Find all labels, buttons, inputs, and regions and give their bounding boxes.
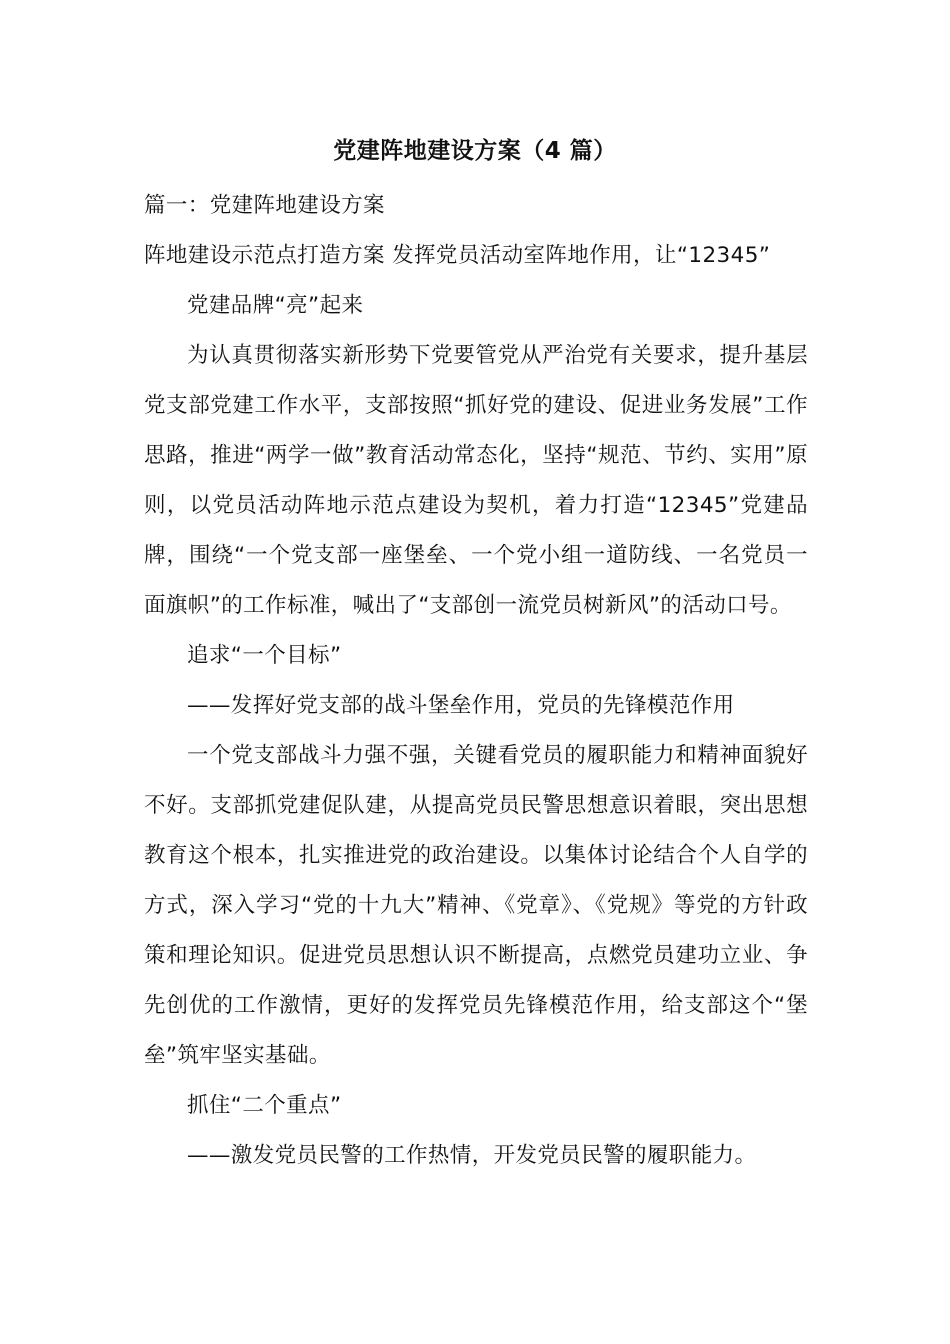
section-heading: 篇一：党建阵地建设方案: [144, 193, 385, 218]
document-title: 党建阵地建设方案（4 篇）: [333, 138, 617, 164]
document-body: [144, 181, 808, 1181]
intro-line-continued: 党建品牌“亮”起来: [187, 293, 364, 318]
paragraph-2: 一个党支部战斗力强不强，关键看党员的履职能力和精神面貌好不好。支部抓党建促队建，从提高党员民警思想意识着眼，突出思想教育这个根本，扎实推进党的政治建设。以集体讨论结合个人自学的方式，深入学习“党的十九大”精神、《党章》、《党规》等党的方针政策和理论知识。促进党员思想认识不断提高，点燃党员建功立业、争先创优的工作激情，更好的发挥党员先锋模范作用，给支部这个“堡垒”筑牢坚实基础。: [144, 743, 808, 1068]
paragraph-1: 为认真贯彻落实新形势下党要管党从严治党有关要求，提升基层党支部党建工作水平，支部按照“抓好党的建设、促进业务发展”工作思路，推进“两学一做”教育活动常态化，坚持“规范、节约、实用”原则，以党员活动阵地示范点建设为契机，着力打造“12345”党建品牌，围绕“一个党支部一座堡垒、一个党小组一道防线、一名党员一面旗帜”的工作标准，喊出了“支部创一流党员树新风”的活动口号。: [144, 343, 808, 618]
intro-line: 阵地建设示范点打造方案 发挥党员活动室阵地作用，让“12345”: [144, 243, 771, 268]
subline-one-goal: ——发挥好党支部的战斗堡垒作用，党员的先锋模范作用: [187, 693, 735, 718]
subline-two-focus: ——激发党员民警的工作热情，开发党员民警的履职能力。: [187, 1143, 757, 1168]
subheading-two-focus: 抓住“二个重点”: [187, 1093, 342, 1118]
subheading-one-goal: 追求“一个目标”: [187, 643, 342, 668]
